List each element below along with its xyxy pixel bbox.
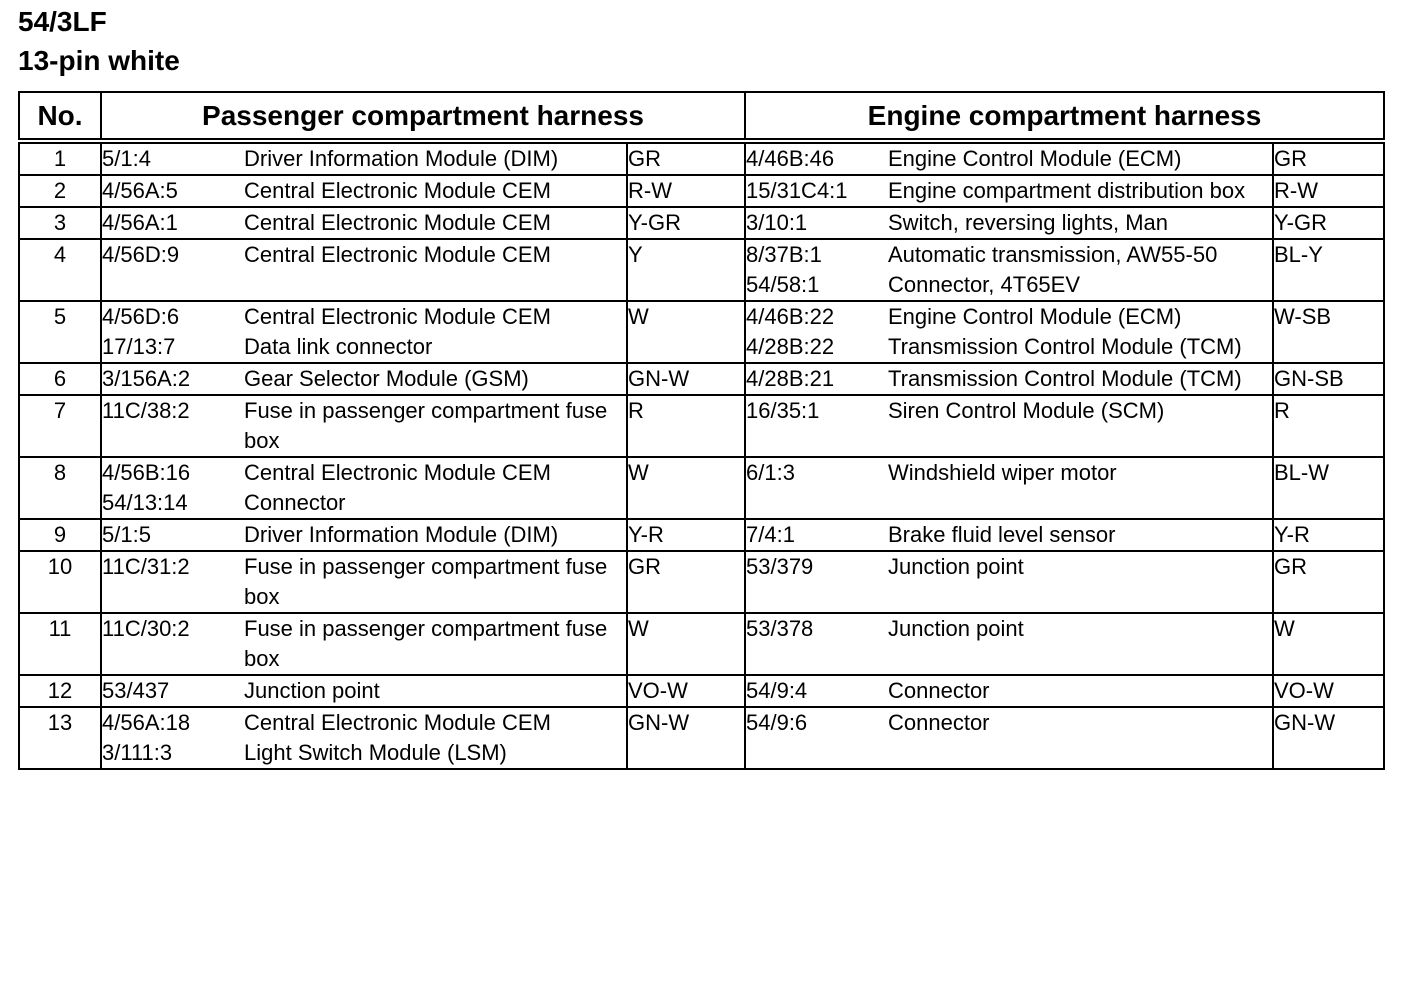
passenger-connector-code: 11C/38:2 xyxy=(102,398,190,423)
passenger-connection-entry xyxy=(102,302,626,332)
pin-number: 1 xyxy=(19,141,101,175)
passenger-connections xyxy=(101,175,627,207)
engine-connection-entry xyxy=(746,270,1272,300)
passenger-connector-code: 17/13:7 xyxy=(102,334,176,359)
engine-wire-color: W-SB xyxy=(1273,301,1384,363)
engine-component-description: Engine Control Module (ECM) xyxy=(888,146,1182,171)
engine-wire-color: BL-W xyxy=(1273,457,1384,519)
table-row xyxy=(19,675,1384,707)
engine-component-description: Connector xyxy=(888,678,990,703)
engine-wire-color: GR xyxy=(1273,551,1384,613)
passenger-connector-code: 11C/30:2 xyxy=(102,616,190,641)
engine-component-description: Connector, 4T65EV xyxy=(888,272,1081,297)
passenger-connection-entry xyxy=(102,240,626,270)
engine-connector-code: 54/9:4 xyxy=(746,678,808,703)
passenger-wire-color: VO-W xyxy=(627,675,745,707)
engine-component-description: Brake fluid level sensor xyxy=(888,522,1116,547)
passenger-component-description: Junction point xyxy=(244,678,380,703)
engine-component-description: Windshield wiper motor xyxy=(888,460,1117,485)
pin-number: 12 xyxy=(19,675,101,707)
engine-wire-color: R-W xyxy=(1273,175,1384,207)
passenger-wire-color: GR xyxy=(627,551,745,613)
passenger-component-description: Fuse in passenger compartment fuse box xyxy=(244,398,608,453)
passenger-connection-entry xyxy=(102,458,626,488)
pin-table xyxy=(18,91,1385,770)
passenger-connection-entry xyxy=(102,738,626,768)
table-row xyxy=(19,301,1384,363)
passenger-connector-code: 3/156A:2 xyxy=(102,366,191,391)
header-no: No. xyxy=(19,92,101,141)
engine-connector-code: 54/58:1 xyxy=(746,272,820,297)
header-engine-harness: Engine compartment harness xyxy=(745,92,1384,141)
passenger-connections xyxy=(101,675,627,707)
engine-connector-code: 4/28B:22 xyxy=(746,334,835,359)
passenger-connections xyxy=(101,707,627,769)
passenger-connections xyxy=(101,301,627,363)
pin-number: 7 xyxy=(19,395,101,457)
pin-number: 9 xyxy=(19,519,101,551)
header-passenger-harness: Passenger compartment harness xyxy=(101,92,745,141)
passenger-connections xyxy=(101,363,627,395)
engine-connector-code: 4/46B:22 xyxy=(746,304,835,329)
engine-connections xyxy=(745,707,1273,769)
engine-connections xyxy=(745,457,1273,519)
engine-connector-code: 8/37B:1 xyxy=(746,242,822,267)
engine-connection-entry xyxy=(746,144,1272,174)
passenger-connector-code: 3/111:3 xyxy=(102,740,173,765)
engine-component-description: Transmission Control Module (TCM) xyxy=(888,334,1242,359)
table-row xyxy=(19,207,1384,239)
passenger-component-description: Central Electronic Module CEM xyxy=(244,178,551,203)
engine-wire-color: Y-R xyxy=(1273,519,1384,551)
table-row xyxy=(19,457,1384,519)
passenger-wire-color: GR xyxy=(627,141,745,175)
passenger-connection-entry xyxy=(102,488,626,518)
engine-wire-color: GN-W xyxy=(1273,707,1384,769)
passenger-connector-code: 4/56D:9 xyxy=(102,242,180,267)
passenger-component-description: Central Electronic Module CEM xyxy=(244,304,551,329)
table-header-row xyxy=(19,92,1384,141)
table-row xyxy=(19,239,1384,301)
passenger-component-description: Central Electronic Module CEM xyxy=(244,210,551,235)
engine-connection-entry xyxy=(746,552,1272,582)
passenger-connections xyxy=(101,141,627,175)
passenger-component-description: Gear Selector Module (GSM) xyxy=(244,366,529,391)
engine-connection-entry xyxy=(746,520,1272,550)
passenger-connection-entry xyxy=(102,708,626,738)
engine-wire-color: R xyxy=(1273,395,1384,457)
passenger-connections xyxy=(101,395,627,457)
passenger-component-description: Central Electronic Module CEM xyxy=(244,460,551,485)
pin-number: 10 xyxy=(19,551,101,613)
passenger-wire-color: Y xyxy=(627,239,745,301)
passenger-wire-color: GN-W xyxy=(627,707,745,769)
pin-number: 5 xyxy=(19,301,101,363)
passenger-connections xyxy=(101,613,627,675)
passenger-connector-code: 5/1:5 xyxy=(102,522,151,547)
table-row xyxy=(19,551,1384,613)
engine-wire-color: BL-Y xyxy=(1273,239,1384,301)
engine-component-description: Junction point xyxy=(888,554,1024,579)
table-row xyxy=(19,141,1384,175)
passenger-connector-code: 4/56B:16 xyxy=(102,460,191,485)
engine-connection-entry xyxy=(746,176,1272,206)
engine-connection-entry xyxy=(746,614,1272,644)
passenger-wire-color: Y-GR xyxy=(627,207,745,239)
engine-connections xyxy=(745,239,1273,301)
engine-connections xyxy=(745,301,1273,363)
engine-connector-code: 7/4:1 xyxy=(746,522,795,547)
passenger-connection-entry xyxy=(102,614,626,674)
passenger-connections xyxy=(101,239,627,301)
passenger-connection-entry xyxy=(102,208,626,238)
passenger-connection-entry xyxy=(102,552,626,612)
passenger-connections xyxy=(101,207,627,239)
passenger-component-description: Connector xyxy=(244,490,346,515)
pin-number: 3 xyxy=(19,207,101,239)
engine-component-description: Siren Control Module (SCM) xyxy=(888,398,1165,423)
passenger-connection-entry xyxy=(102,520,626,550)
connector-id: 54/3LF xyxy=(18,6,107,37)
passenger-wire-color: R-W xyxy=(627,175,745,207)
passenger-connector-code: 11C/31:2 xyxy=(102,554,190,579)
passenger-component-description: Central Electronic Module CEM xyxy=(244,242,551,267)
engine-connector-code: 15/31C4:1 xyxy=(746,178,848,203)
passenger-connector-code: 4/56A:1 xyxy=(102,210,178,235)
engine-connection-entry xyxy=(746,458,1272,488)
engine-wire-color: GR xyxy=(1273,141,1384,175)
pin-number: 4 xyxy=(19,239,101,301)
engine-connection-entry xyxy=(746,332,1272,362)
table-body xyxy=(19,141,1384,769)
engine-connector-code: 53/379 xyxy=(746,554,814,579)
table-row xyxy=(19,519,1384,551)
engine-wire-color: GN-SB xyxy=(1273,363,1384,395)
passenger-connector-code: 54/13:14 xyxy=(102,490,188,515)
engine-wire-color: Y-GR xyxy=(1273,207,1384,239)
passenger-wire-color: W xyxy=(627,301,745,363)
passenger-connector-code: 4/56A:18 xyxy=(102,710,191,735)
passenger-connector-code: 53/437 xyxy=(102,678,170,703)
connector-description: 13-pin white xyxy=(18,45,180,76)
table-row xyxy=(19,613,1384,675)
passenger-component-description: Driver Information Module (DIM) xyxy=(244,522,559,547)
table-row xyxy=(19,707,1384,769)
engine-connection-entry xyxy=(746,676,1272,706)
passenger-wire-color: W xyxy=(627,613,745,675)
engine-component-description: Connector xyxy=(888,710,990,735)
passenger-connector-code: 5/1:4 xyxy=(102,146,151,171)
pin-number: 13 xyxy=(19,707,101,769)
engine-connection-entry xyxy=(746,708,1272,738)
engine-connections xyxy=(745,395,1273,457)
passenger-wire-color: W xyxy=(627,457,745,519)
passenger-wire-color: GN-W xyxy=(627,363,745,395)
passenger-connection-entry xyxy=(102,396,626,456)
engine-connection-entry xyxy=(746,364,1272,394)
passenger-connection-entry xyxy=(102,676,626,706)
engine-connector-code: 16/35:1 xyxy=(746,398,820,423)
engine-connector-code: 53/378 xyxy=(746,616,814,641)
pin-number: 8 xyxy=(19,457,101,519)
engine-wire-color: VO-W xyxy=(1273,675,1384,707)
passenger-connection-entry xyxy=(102,332,626,362)
passenger-connection-entry xyxy=(102,364,626,394)
passenger-component-description: Fuse in passenger compartment fuse box xyxy=(244,554,608,609)
pin-number: 11 xyxy=(19,613,101,675)
engine-connection-entry xyxy=(746,208,1272,238)
passenger-connections xyxy=(101,519,627,551)
passenger-component-description: Central Electronic Module CEM xyxy=(244,710,551,735)
engine-connections xyxy=(745,207,1273,239)
engine-component-description: Switch, reversing lights, Man xyxy=(888,210,1168,235)
engine-connector-code: 6/1:3 xyxy=(746,460,795,485)
engine-connections xyxy=(745,363,1273,395)
passenger-connection-entry xyxy=(102,144,626,174)
engine-connector-code: 4/28B:21 xyxy=(746,366,835,391)
engine-connector-code: 3/10:1 xyxy=(746,210,808,235)
pin-number: 2 xyxy=(19,175,101,207)
table-row xyxy=(19,175,1384,207)
passenger-connector-code: 4/56D:6 xyxy=(102,304,180,329)
passenger-connections xyxy=(101,457,627,519)
table-row xyxy=(19,363,1384,395)
engine-connection-entry xyxy=(746,240,1272,270)
engine-connections xyxy=(745,613,1273,675)
engine-component-description: Engine compartment distribution box xyxy=(888,178,1246,203)
passenger-component-description: Fuse in passenger compartment fuse box xyxy=(244,616,608,671)
engine-connections xyxy=(745,675,1273,707)
passenger-connections xyxy=(101,551,627,613)
engine-connections xyxy=(745,551,1273,613)
engine-connection-entry xyxy=(746,396,1272,426)
engine-connector-code: 4/46B:46 xyxy=(746,146,835,171)
passenger-component-description: Light Switch Module (LSM) xyxy=(244,740,507,765)
engine-wire-color: W xyxy=(1273,613,1384,675)
engine-connections xyxy=(745,519,1273,551)
passenger-connection-entry xyxy=(102,176,626,206)
passenger-wire-color: R xyxy=(627,395,745,457)
engine-component-description: Transmission Control Module (TCM) xyxy=(888,366,1242,391)
engine-connector-code: 54/9:6 xyxy=(746,710,808,735)
passenger-component-description: Data link connector xyxy=(244,334,433,359)
engine-connections xyxy=(745,141,1273,175)
engine-component-description: Automatic transmission, AW55-50 xyxy=(888,242,1218,267)
passenger-wire-color: Y-R xyxy=(627,519,745,551)
passenger-connector-code: 4/56A:5 xyxy=(102,178,178,203)
passenger-component-description: Driver Information Module (DIM) xyxy=(244,146,559,171)
engine-component-description: Junction point xyxy=(888,616,1024,641)
engine-component-description: Engine Control Module (ECM) xyxy=(888,304,1182,329)
engine-connections xyxy=(745,175,1273,207)
engine-connection-entry xyxy=(746,302,1272,332)
pin-number: 6 xyxy=(19,363,101,395)
table-row xyxy=(19,395,1384,457)
